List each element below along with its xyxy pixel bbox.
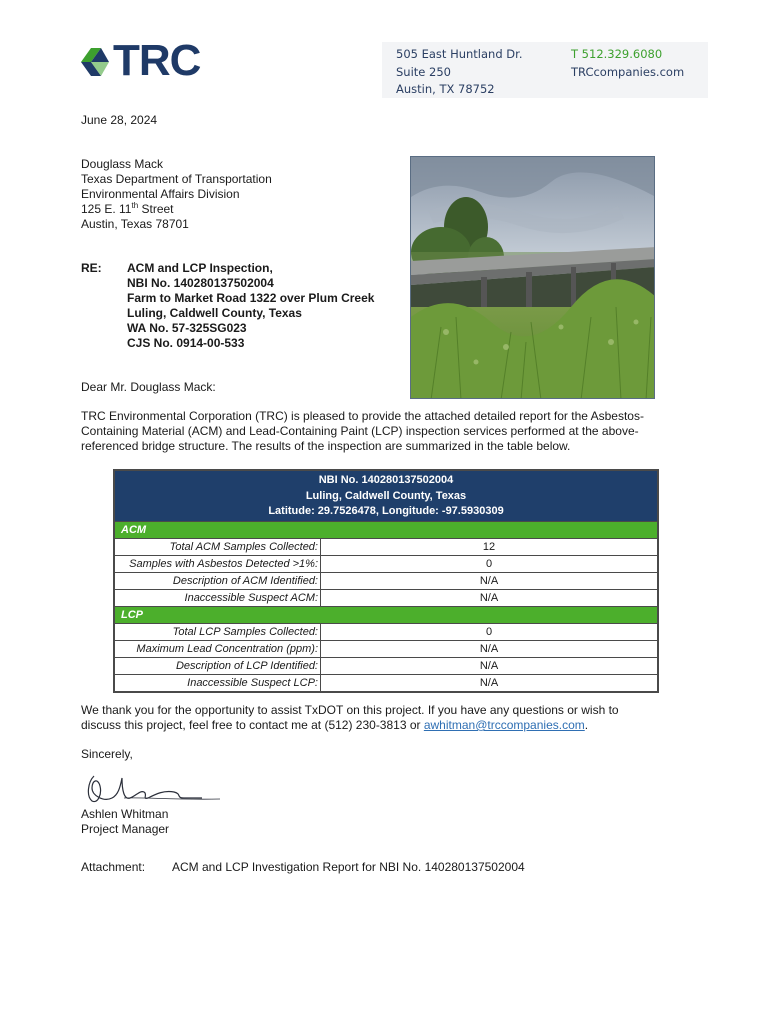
row-label: Description of LCP Identified:	[115, 658, 321, 674]
table-row	[115, 538, 657, 555]
address-line: Austin, TX 78752	[396, 82, 495, 96]
closing-period: .	[584, 718, 589, 732]
street-suffix: th	[131, 201, 139, 210]
table-row	[115, 640, 657, 657]
row-value: 0	[485, 625, 493, 638]
intro-paragraph	[81, 409, 681, 454]
row-value: N/A	[479, 591, 499, 604]
re-subject	[127, 261, 374, 351]
recipient-street	[81, 202, 272, 217]
re-line: WA No. 57-325SG023	[127, 321, 247, 335]
address-line: Suite 250	[396, 64, 451, 79]
handwritten-signature	[84, 768, 224, 808]
table-row	[115, 674, 657, 691]
section-header-lcp: LCP	[115, 606, 657, 623]
table-row	[115, 572, 657, 589]
row-label: Inaccessible Suspect LCP:	[115, 675, 321, 691]
row-label: Inaccessible Suspect ACM:	[115, 590, 321, 606]
address-line: 505 East Huntland Dr.	[396, 47, 523, 61]
re-line: Farm to Market Road 1322 over Plum Creek	[127, 291, 375, 305]
logo-wordmark: TRC	[113, 36, 201, 85]
attachment-description: ACM and LCP Investigation Report for NBI No. 140280137502004	[172, 860, 525, 874]
salutation: Dear Mr. Douglass Mack:	[81, 380, 216, 394]
email-link[interactable]: awhitman@trccompanies.com	[423, 718, 585, 732]
intro-line: referenced bridge structure. The results of the inspection are summarized in the table below.	[81, 439, 571, 453]
bridge-photo	[410, 156, 655, 399]
row-value: 0	[485, 557, 493, 570]
signer-block	[81, 807, 169, 837]
recipient-city: Austin, Texas 78701	[81, 217, 189, 231]
row-label: Maximum Lead Concentration (ppm):	[115, 641, 321, 657]
table-row	[115, 555, 657, 572]
row-label: Samples with Asbestos Detected >1%:	[115, 556, 321, 572]
row-value: N/A	[479, 659, 499, 672]
street-name: Street	[138, 202, 174, 216]
intro-line: TRC Environmental Corporation (TRC) is pleased to provide the attached detailed report for the Asbestos-	[81, 409, 644, 423]
letter-date: June 28, 2024	[81, 113, 158, 127]
company-contact	[571, 46, 684, 81]
row-value: N/A	[479, 574, 499, 587]
company-website: TRCcompanies.com	[571, 64, 685, 79]
table-header-line: Latitude: 29.7526478, Longitude: -97.5930309	[268, 505, 504, 517]
inspection-summary-table	[113, 469, 659, 693]
closing-line	[81, 718, 681, 733]
recipient-division: Environmental Affairs Division	[81, 187, 240, 201]
table-header-line: Luling, Caldwell County, Texas	[305, 489, 467, 502]
table-row	[115, 623, 657, 640]
recipient-name: Douglass Mack	[81, 157, 164, 171]
recipient-org: Texas Department of Transportation	[81, 172, 272, 186]
re-label: RE:	[81, 261, 102, 275]
sign-off: Sincerely,	[81, 747, 133, 761]
recipient-block	[81, 157, 272, 232]
re-line: CJS No. 0914-00-533	[127, 336, 245, 350]
table-row	[115, 589, 657, 606]
trc-logo-mark-icon	[79, 42, 113, 82]
row-value: N/A	[479, 642, 499, 655]
table-header-line: NBI No. 140280137502004	[318, 474, 454, 486]
closing-line: We thank you for the opportunity to assist TxDOT on this project. If you have any questions or wish to	[81, 703, 619, 717]
table-header	[115, 471, 657, 521]
section-header-acm: ACM	[115, 521, 657, 538]
re-line: ACM and LCP Inspection,	[127, 261, 273, 275]
company-address	[396, 46, 522, 99]
company-phone: T 512.329.6080	[571, 47, 663, 61]
closing-paragraph	[81, 703, 681, 733]
re-line: Luling, Caldwell County, Texas	[127, 306, 302, 320]
intro-line: Containing Material (ACM) and Lead-Containing Paint (LCP) inspection services performed at the above-	[81, 424, 639, 438]
trc-logo	[79, 36, 204, 85]
signer-name: Ashlen Whitman	[81, 807, 169, 821]
re-line: NBI No. 140280137502004	[127, 276, 274, 290]
row-value: N/A	[479, 676, 499, 689]
row-label: Total ACM Samples Collected:	[115, 539, 321, 555]
row-label: Total LCP Samples Collected:	[115, 624, 321, 640]
street-number: 125 E. 11	[81, 202, 132, 216]
closing-text: discuss this project, feel free to contact me at (512) 230-3813 or	[81, 718, 424, 732]
table-row	[115, 657, 657, 674]
bridge-photo-image	[411, 157, 655, 399]
attachment-label: Attachment:	[81, 860, 146, 874]
row-value: 12	[482, 540, 496, 553]
row-label: Description of ACM Identified:	[115, 573, 321, 589]
signer-title: Project Manager	[81, 822, 170, 836]
